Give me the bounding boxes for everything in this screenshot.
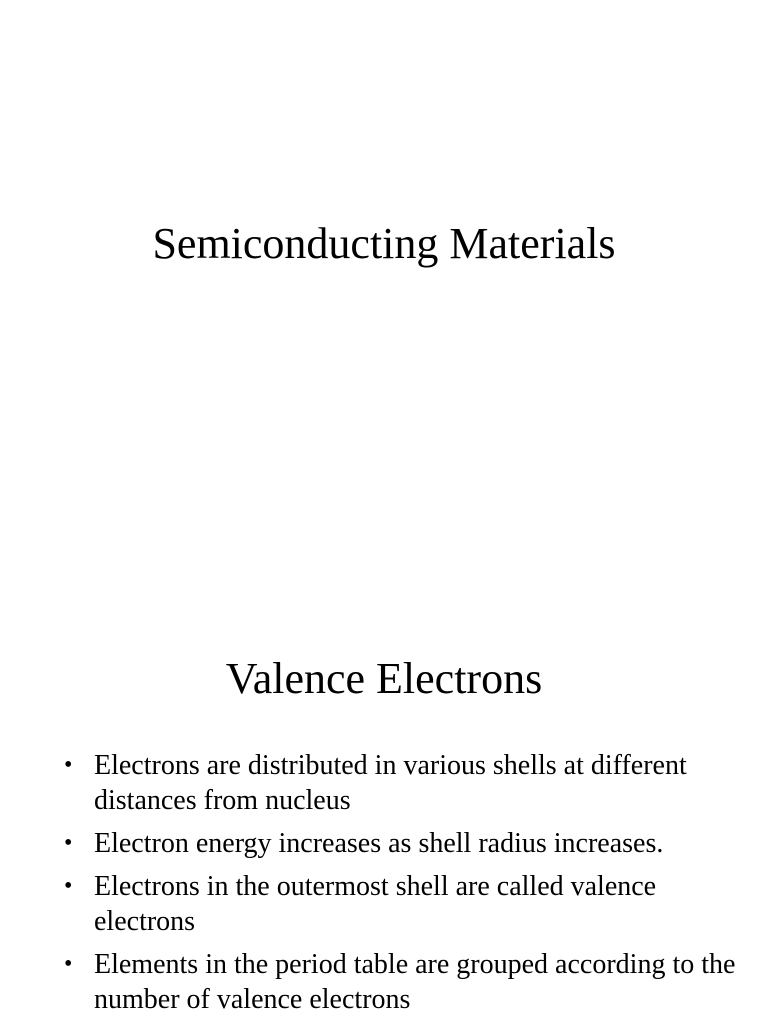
bullet-marker: • [64, 951, 73, 977]
bullet-item [60, 748, 740, 818]
bullet-text: Elements in the period table are grouped according to the number of valence electrons [94, 949, 736, 1015]
bullet-marker: • [64, 752, 73, 778]
bullet-marker: • [64, 873, 73, 899]
bullet-item [60, 947, 740, 1017]
slide-title-valence-electrons: Valence Electrons [225, 654, 543, 703]
bullet-list [60, 748, 740, 1025]
bullet-marker: • [64, 830, 73, 856]
bullet-text: Electrons in the outermost shell are called valence electrons [94, 871, 657, 937]
bullet-item [60, 869, 740, 939]
slide-title-semiconducting-materials: Semiconducting Materials [152, 219, 616, 268]
bullet-text: Electrons are distributed in various shells at different distances from nucleus [94, 750, 687, 816]
bullet-item [60, 826, 740, 861]
bullet-text: Electron energy increases as shell radius increases. [94, 828, 664, 859]
